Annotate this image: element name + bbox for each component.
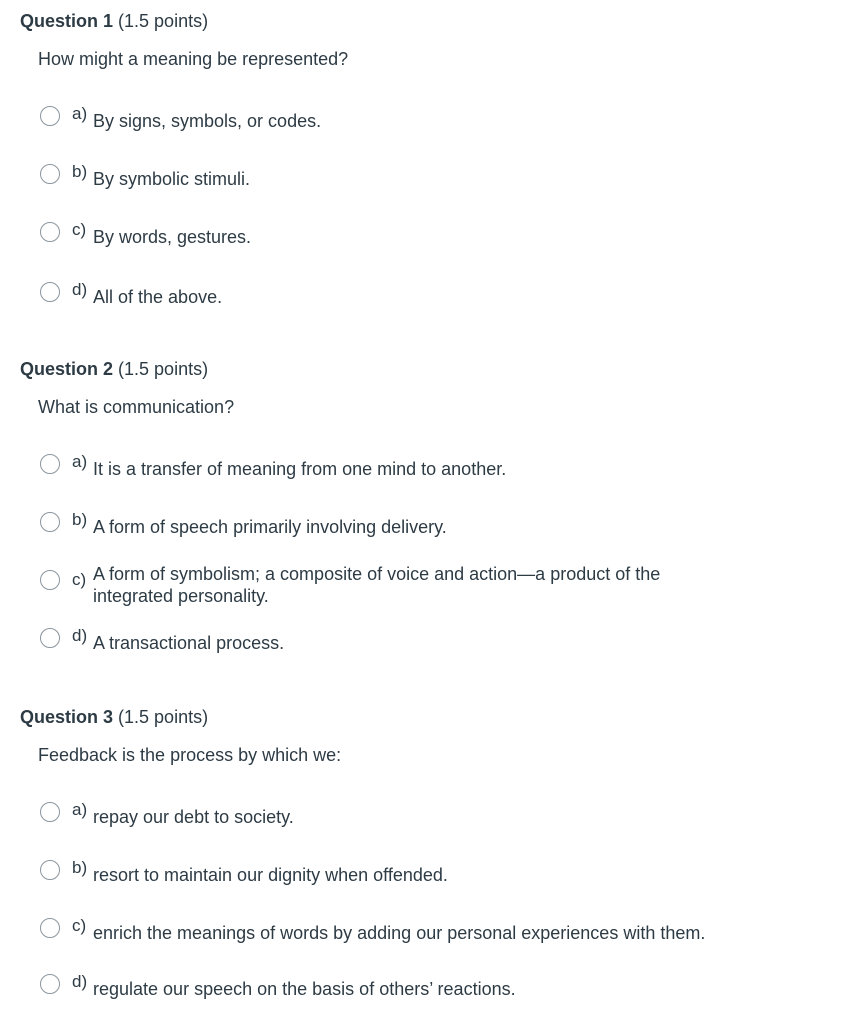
option-text: A form of symbolism; a composite of voice and action—a product of the integrated personality. — [93, 564, 661, 606]
option-letter: d) — [72, 280, 88, 299]
radio-button[interactable] — [40, 164, 60, 184]
option-text: By symbolic stimuli. — [93, 169, 251, 189]
option-letter: c) — [72, 220, 87, 239]
option-a[interactable] — [38, 800, 818, 844]
radio-button[interactable] — [40, 570, 60, 590]
radio-button[interactable] — [40, 512, 60, 532]
question-text: Feedback is the process by which we: — [38, 745, 342, 765]
option-text: By words, gestures. — [93, 227, 252, 247]
option-b[interactable] — [38, 510, 818, 554]
option-letter: d) — [72, 626, 88, 645]
option-letter: a) — [72, 104, 88, 123]
question-header — [20, 10, 208, 32]
radio-button[interactable] — [40, 802, 60, 822]
radio-button[interactable] — [40, 106, 60, 126]
question-title: Question 3 — [20, 707, 114, 727]
option-c[interactable] — [38, 220, 818, 264]
question-points: (1.5 points) — [118, 707, 209, 727]
option-letter: a) — [72, 800, 88, 819]
option-text: A form of speech primarily involving delivery. — [93, 517, 447, 537]
option-d[interactable] — [38, 626, 818, 670]
option-text: resort to maintain our dignity when offended. — [93, 865, 448, 885]
option-text: enrich the meanings of words by adding our personal experiences with them. — [93, 923, 706, 943]
option-b[interactable] — [38, 858, 818, 902]
question-title: Question 1 — [20, 11, 114, 31]
question-title: Question 2 — [20, 359, 114, 379]
option-letter: c) — [72, 916, 87, 935]
option-text: By signs, symbols, or codes. — [93, 111, 322, 131]
option-text: repay our debt to society. — [93, 807, 294, 827]
option-text: It is a transfer of meaning from one mind to another. — [93, 459, 507, 479]
option-a[interactable] — [38, 452, 818, 496]
option-letter: c) — [72, 570, 87, 589]
question-header — [20, 358, 208, 380]
radio-button[interactable] — [40, 860, 60, 880]
radio-button[interactable] — [40, 918, 60, 938]
option-letter: b) — [72, 858, 88, 877]
question-header — [20, 706, 208, 728]
question-text: How might a meaning be represented? — [38, 49, 349, 69]
option-text: A transactional process. — [93, 633, 285, 653]
question-text: What is communication? — [38, 397, 235, 417]
option-text: All of the above. — [93, 287, 223, 307]
radio-button[interactable] — [40, 454, 60, 474]
radio-button[interactable] — [40, 974, 60, 994]
radio-button[interactable] — [40, 628, 60, 648]
option-b[interactable] — [38, 162, 818, 206]
question-points: (1.5 points) — [118, 359, 209, 379]
option-c[interactable] — [38, 562, 818, 612]
option-letter: d) — [72, 972, 88, 991]
radio-button[interactable] — [40, 282, 60, 302]
option-a[interactable] — [38, 104, 818, 148]
question-points: (1.5 points) — [118, 11, 209, 31]
radio-button[interactable] — [40, 222, 60, 242]
option-c[interactable] — [38, 916, 818, 960]
option-d[interactable] — [38, 280, 818, 324]
option-letter: a) — [72, 452, 88, 471]
option-letter: b) — [72, 162, 88, 181]
option-d[interactable] — [38, 972, 818, 1016]
option-text: regulate our speech on the basis of others’ reactions. — [93, 979, 516, 999]
option-letter: b) — [72, 510, 88, 529]
